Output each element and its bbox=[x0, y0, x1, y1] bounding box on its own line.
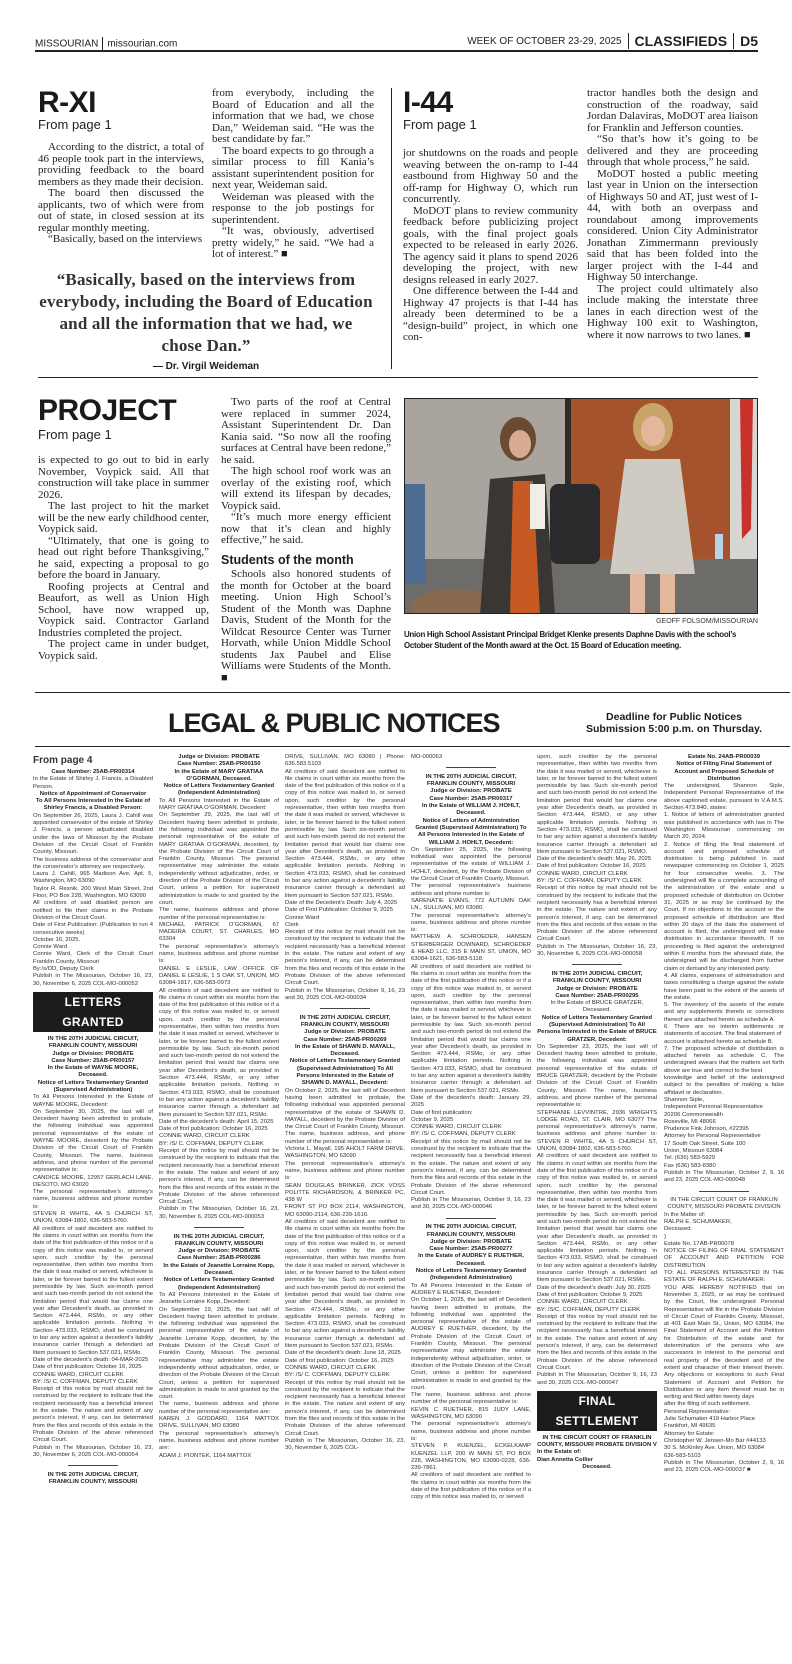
notice-heading: Case Number: 25AB-PR00295 bbox=[555, 992, 639, 999]
notice-text: On October 2, 2025, the last will of Decedent having been admitted to probate, the following individual was appointed personal representative of the estate of SHAWN D. MAYALL, decedent by the Probate Division of the Circuit Court of Franklin County, Missouri. The name, business address, and phone number of the personal representative is: bbox=[285, 1087, 405, 1145]
notice-text: 4. All claims, expenses of administration and taxes constituting a charge against the estate have been paid to the extent of the assets of the estate. bbox=[664, 972, 784, 1001]
notice-text: Receipt of this notice by mail should not be construed by the recipient to indicate that the recipient necessarily has a beneficial interest in the estate. The nature and extent of any person’s interest, if any, can be determined from the files and records of this estate in the Probate Division of the above referenced Circuit Court. bbox=[33, 1386, 153, 1444]
notice-heading: Notice of Letters Testamentary Granted (Independent Administration) bbox=[163, 1277, 275, 1291]
paragraph: “So that’s how it’s going to be delivered and they are proceeding through that whole process,” he said. bbox=[587, 133, 758, 168]
notice-text: Personal Representative: bbox=[664, 1408, 731, 1415]
notice-text: BY: /S/ C. COFFMAN, DEPUTY CLERK bbox=[285, 1372, 390, 1379]
notice-text: CANDICE MOORE, 12957 GERLACH LANE, DESOTO, MO 63020 bbox=[33, 1174, 153, 1188]
pull-quote-attribution: — Dr. Virgil Weideman bbox=[152, 361, 260, 372]
notice-text: All creditors of said decedent are notified to file claims in court within six months from the date of the first publication of this notice or if a copy of this notice was mailed to, or served upon, such creditor by the personal representative, then within two months from the date it was mailed or served, whichever is later, or be forever barred to the fullest extent permissible by law. Such six-month period and such two-month period do not extend the limitation period that would bar claims one year after Decedent’s death, as provided in Section 473.444, RSMo, or any other applicable limitation periods. Nothing in Section 473.033, RSMO, shall be construed to bar any action against a decedent’s liability insurance carrier through a defendant ad litem pursuant to Section 537.021, RSMo. bbox=[33, 1225, 153, 1356]
notice-heading: Judge or Division: PROBATE bbox=[52, 1050, 134, 1057]
notice-text: Independent Personal Representative bbox=[664, 1104, 763, 1111]
notice-text: 7. The proposed schedule of distribution is attached hereto as schedule C. The undersigned swears that the matters set forth above are true and correct to the best bbox=[664, 1045, 784, 1074]
notice-text: Shannon Siple, bbox=[664, 1096, 704, 1103]
notice-text: Publish in The Missourian, October 16, 23, 30, November 6, 2025 COL-MO-000052 bbox=[33, 973, 153, 987]
notice-text: Frankfort, MI 49635 bbox=[664, 1423, 716, 1430]
notice-divider bbox=[194, 1227, 244, 1228]
notice-text: The personal representative’s attorney’s name, business address and phone number is: bbox=[285, 1160, 405, 1182]
site-link[interactable]: missourian.com bbox=[107, 38, 178, 50]
notice-text: Receipt of this notice by mail should not be construed by the recipient to indicate that the recipient necessarily has a beneficial interest in the estate. The nature and extent of any person’s interest, if any, can be determined from the files and records of this estate in the Probate Division of the above referenced Circuit Court. bbox=[285, 929, 405, 987]
notice-text: Date of the decedent’s death: April 15, 2025 bbox=[159, 1118, 274, 1125]
notice-text: On September 19, 2025, the last will of Decedent having been admitted to probate, the following individual was appointed the personal representative of the estate of Jeanette Lorraine Kopp, decedent, by the Probate Division of the Circuit Court of Franklin County, Missouri. The personal representative may administer the estate independently without adjudication, order, or direction of the Probate Division of the Circuit Court, unless a petition for supervised administration is made to and granted by the court. bbox=[159, 1306, 279, 1401]
notice-text: CONNIE WARD, CIRCUIT CLERK bbox=[285, 1364, 376, 1371]
notice-heading: Notice of Letters Testamentary Granted (Independent Administration) bbox=[415, 1268, 527, 1282]
notice-text: MATTHEW A. SCHROEDER, HANSEN STIERBERGER DOWNARD, SCHROEDER & HEAD LLC, 315 E MAIN ST, UNION, MO 63084-1621, 636-583-5118. bbox=[411, 934, 531, 963]
notice-text: To All Persons Interested in the Estate of AUDREY E RUETHER, Decedent: bbox=[411, 1282, 531, 1296]
notice-text: To All Persons Interested in the Estate of Jeanette Lorraine Kopp, Decedent: bbox=[159, 1291, 279, 1306]
notice-text: Date of the decedent’s death: May 26, 2025 bbox=[537, 856, 652, 863]
legal-column bbox=[664, 754, 784, 1664]
notice-divider bbox=[446, 767, 496, 768]
notice-text: CONNIE WARD, CIRCUIT CLERK bbox=[537, 1299, 628, 1306]
notice-text: ) bbox=[664, 1233, 666, 1240]
notice-text: On September 30, 2025, the last will of Decedent having been admitted to probate, the following individual was appointed personal representative of the estate of WAYNE MOORE, decedent by the Probate Division of the Circuit Court of Franklin County, Missouri. The name, business address, and phone number of the personal representative is: bbox=[33, 1108, 153, 1174]
divider bbox=[628, 33, 629, 49]
paragraph: “Ultimately, that one is going to head out right before Thanksgiving,” he said, expecting a proposal to go before the board in January. bbox=[38, 534, 209, 581]
issue-week: WEEK OF OCTOBER 23-29, 2025 bbox=[467, 35, 622, 47]
legal-column bbox=[411, 754, 531, 1664]
notice-text: MICHAEL PATRICK O’GORMAN, 67 MADEIRA COURT, ST. CHARLES, MO 63304 bbox=[159, 921, 279, 943]
notice-text: KAREN J. GODDARD, 1164 MATTOX DRIVE, SULLIVAN, MO 63080 bbox=[159, 1416, 279, 1430]
notice-text: Date of the decedent’s death: 04-MAR-2025 bbox=[33, 1356, 149, 1363]
notice-text: Publish in The Missourian, October 9, 16, 23 and 30, 2025 COL-MO-000047 bbox=[537, 1372, 657, 1386]
i44-jump-line: From page 1 bbox=[403, 117, 477, 132]
paragraph: The project could ultimately also include making the interstate three lanes in each direction west of the Highway 100 exit to Washington, where it now narrows to two lanes. ■ bbox=[587, 282, 758, 341]
notice-text: after the filing of such settlement. bbox=[664, 1401, 751, 1408]
notice-text: Attorney for Estate: bbox=[664, 1430, 715, 1437]
notice-text: CONNIE WARD, CIRCUIT CLERK bbox=[159, 1133, 250, 1140]
notice-text: 5. The inventory of the assets of the estate and any supplements thereto or corrections thereof are attached hereto as schedule A. bbox=[664, 1002, 784, 1023]
notice-heading: In the Estate of WAYNE MOORE, Deceased. bbox=[47, 1065, 139, 1079]
notice-text: Date of First Publication: October 9, 2025 bbox=[285, 907, 394, 914]
notice-heading: IN THE 20TH JUDICIAL CIRCUIT, FRANKLIN COUNTY, MISSOURI bbox=[47, 1035, 139, 1050]
i44-column-1 bbox=[403, 148, 578, 344]
notice-text: Publish in The Missourian, October 16, 23, 30, November 6, 2025 COL-MO-000053 bbox=[159, 1206, 279, 1220]
notice-text: Publish in The Missourian, October 16, 23, 30, November 6, 2025 COL- bbox=[285, 1437, 405, 1452]
notice-text: Date of the decedent’s death: July 30, 2025 bbox=[537, 1284, 651, 1291]
notice-text: Publish in The Missourian, October 16, 23, 30, November 6, 2025 COL-MO-000054 bbox=[33, 1444, 153, 1458]
notice-heading: Notice of Letters Testamentary Granted (Supervised Administration) To All Persons Interested in the Estate of BRUCE GRATZER, Decedent: bbox=[537, 1014, 657, 1043]
notice-text: All creditors of said decedent are notified to file claims in court within six months from the date of the first publication of this notice or if a copy of this notice was mailed to, or served upon, such creditor by the personal representative, then within two months from the date it was mailed or served, whichever is later, or be forever barred to the fullest extent permissible by law. Such six-month period and such two-month period do not extend the limitation period that would bar claims one year after Decedent’s death, as provided in Section 473.444, RSMo, or any other applicable limitation periods. Nothing in Section 473.033, RSMO, shall be construed to bar any action against a decedent’s liability insurance carrier through a defendant ad litem pursuant to Section 537.021, RSMo. bbox=[285, 768, 405, 899]
notice-heading: In the Estate of Jeanette Lorraine Kopp, Deceased. bbox=[163, 1262, 275, 1277]
pull-quote: “Basically, based on the interviews from everybody, including the Board of Education and all the information that we had, we chose Dan.” bbox=[39, 270, 373, 355]
section-banner: LETTERS GRANTED bbox=[33, 992, 153, 1032]
notice-text: Receipt of this notice by mail should not be construed by the recipient to indicate that the recipient necessarily has a beneficial interest in the estate. The nature and extent of any person’s interest, if any, can be determined from the files and records of this estate in the Probate Division of the above referenced Circuit Court. bbox=[411, 1138, 531, 1196]
paragraph: from everybody, including the Board of Education and all the information that we had, we chose Dan,” Weideman said. “He was the best candidate by far.” bbox=[212, 87, 374, 145]
notice-text: Date of first publication: October 16, 2025 bbox=[285, 1357, 394, 1364]
notice-text: TO: ALL PERSONS INTERESTED IN THE ESTATE OF RALPH E. SCHUMAKER: bbox=[664, 1270, 784, 1284]
notice-text: All creditors of said decedent are notified to file claims in court within six months from the date of the first publication of this notice or if a copy of this notice was mailed to, or served upon, such creditor by the personal representative, then within two months from the date it was mailed or served, whichever is later, or be forever barred to the fullest extent permissible by law. Such six-month period and such two-month period do not extend the limitation period that would bar claims one year after Decedent’s death, as provided in Section 473.444, RSMo, or any other applicable limitation periods. Nothing in Section 473.033, RSMO, shall be construed to bar any action against a decedent’s liability insurance carrier through a defendant ad litem pursuant to Section 537.021, RSMo. bbox=[285, 1219, 405, 1350]
notice-heading: Case Number: 25AB-PR00286 bbox=[177, 1255, 261, 1262]
notice-heading: In the Estate of: bbox=[537, 1449, 582, 1456]
subhead-students-of-month: Students of the month bbox=[221, 552, 354, 567]
paragraph: According to the district, a total of 46 people took part in the interviews, providing feedback to the board members as they made their decision. bbox=[38, 141, 204, 188]
notice-text: All creditors of said decedent are notified to file claims in court within six months from the date of the first publication of this notice or if a copy of this notice was mailed to, or served upon, such creditor by the personal representative, then within two months from the date it was mailed or served, whichever is later, or be forever barred to the fullest extent permissible by law. Such six-month period and such two-month period do not extend the limitation period that would bar claims one year after Decedent’s death, as provided in Section 473.444, RSMo, or any other applicable limitation periods. Nothing in Section 473.033, RSMO, shall be construed to bar any action against a decedent’s liability insurance carrier through a defendant ad litem pursuant to Section 537.021, RSMo. bbox=[159, 987, 279, 1118]
notice-heading: Judge or Division: PROBATE bbox=[556, 985, 638, 992]
notice-text: The personal representative’s attorney’s name, business address and phone number is: bbox=[411, 1421, 531, 1442]
project-headline: PROJECT bbox=[38, 394, 177, 427]
notice-text: BY: /S/ C. COFFMAN, DEPUTY CLERK bbox=[537, 878, 642, 885]
notice-text: The personal representative’s attorney’s name, business address and phone number are: bbox=[159, 1430, 279, 1452]
paragraph: is expected to go out to bid in early November, Voypick said. All that construction will take place in summer 2026. bbox=[38, 454, 209, 501]
paragraph: Weideman was pleased with the response to the job postings for superintendent. bbox=[212, 190, 374, 226]
notice-text-centered: IN THE CIRCUIT COURT OF FRANKLIN COUNTY, MISSOURI PROBATE DIVISION bbox=[667, 1197, 781, 1211]
notice-heading: IN THE 20TH JUDICIAL CIRCUIT, FRANKLIN COUNTY, MISSOURI bbox=[173, 1233, 265, 1247]
paragraph: The project came in under budget, Voypick said. bbox=[38, 638, 209, 662]
legal-column bbox=[33, 754, 153, 1664]
notice-text: Connie Ward bbox=[285, 914, 320, 921]
notice-text: CONNIE WARD, CIRCUIT CLERK bbox=[411, 1124, 502, 1131]
notice-text: 636-583-5103 bbox=[664, 1452, 701, 1459]
notice-text: Laura J. Cahill, 965 Madison Ave, Apt. 5, Washington, MO 63090 bbox=[33, 871, 153, 885]
notice-heading: IN THE 20TH JUDICIAL CIRCUIT, FRANKLIN COUNTY, MISSOURI bbox=[425, 773, 517, 788]
notice-text: 6. There are no interim settlements or statements of account. The final statement of bbox=[664, 1023, 784, 1038]
notice-text: Date of first publication: October 16, 2025 bbox=[159, 1126, 268, 1133]
notice-text: Union, Missouri 63084 bbox=[664, 1148, 723, 1155]
paragraph: Schools also honored students of the month for October at the board meeting. Union High School’s Student of the Month was Daphne Davis, Student of the Month for the Wildcat Resource Center was Turner Horvath, while Union Middle School students Jax Paubel and Elise Williams were Students of the Month. ■ bbox=[221, 568, 391, 684]
notice-text: Publish in The Missourian, October 2, 9, 16 and 23, 2025 COL-MO-000048 bbox=[664, 1169, 784, 1184]
paragraph: The board then discussed the applicants, two of which were from out of state, in closed session at its regular monthly meeting. bbox=[38, 187, 204, 234]
notice-text: Estate No. 17AB-PR00078 bbox=[664, 1240, 735, 1247]
notice-text: The name, business address and phone number of the personal representative is: bbox=[411, 1392, 531, 1406]
notice-text: FRONT ST PO BOX 2114, WASHINGTON, MO 63090-2114, 636-239-1616. bbox=[285, 1204, 405, 1218]
notice-text: NOTICE OF FILING OF FINAL STATEMENT OF ACCOUNT AND PETITION FOR DISTRIBUTION bbox=[664, 1248, 784, 1269]
notice-text: The name, business address and phone number of the personal representative are: bbox=[159, 1401, 279, 1415]
notice-text: Taylor R. Resnik, 200 West Main Street, 2nd Floor, PO Box 228, Washington, MO 63090 bbox=[33, 885, 153, 900]
notice-text: Publish in The Missourian, October 9, 16, 23 and 30, 2025 COL-MO-000046 bbox=[411, 1197, 531, 1211]
notice-text: To All Persons Interested in the Estate of MARY GRATIAA O’GORMAN, Decedent: bbox=[159, 797, 279, 812]
notice-text: On September 26, 2025, Laura J. Cahill was appointed conservator of the estate of Shirley J. Francis, a person adjudicated disabled under the laws of Missouri by the Probate Division of the Circuit Court of Franklin County, Missouri. bbox=[33, 812, 153, 856]
divider bbox=[733, 33, 734, 49]
paragraph: One difference between the I-44 and Highway 47 projects is that I-44 has already been determined to be a “design-build” project, in which one con- bbox=[403, 285, 578, 343]
notice-heading: Judge or Division: PROBATE bbox=[178, 754, 260, 760]
notice-text: KEVIN C RUETHER, 815 JUDY LANE, WASHINGTON, MO 63090 bbox=[411, 1406, 531, 1421]
notice-text: Christopher W. Jensen-Mo Bar #44133 bbox=[664, 1437, 766, 1444]
notice-heading: Case Number: 25AB-PR00314 bbox=[51, 769, 135, 775]
notice-text: In the Matter of: bbox=[664, 1211, 706, 1218]
paragraph: Roofing projects at Central and Beaufort, as well as Union High School, have now wrapped up, Voypick said. Contractor Garland Industries completed the project. bbox=[38, 580, 209, 639]
masthead-right bbox=[467, 33, 758, 49]
paragraph: The last project to hit the market will be the new early childhood center, Voypick said. bbox=[38, 500, 209, 535]
legal-top-rule bbox=[35, 692, 790, 693]
notice-heading: Notice of Filing Final Statement of Account and Proposed Schedule of Distribution bbox=[674, 761, 774, 782]
notice-text: Publish in The Missourian, October 2, 9, 16 and 23, 2025 COL-MO-000037 ■ bbox=[664, 1459, 784, 1474]
legal-column bbox=[285, 754, 405, 1664]
notice-heading: IN THE 20TH JUDICIAL CIRCUIT, FRANKLIN COUNTY, MISSOURI bbox=[299, 1014, 391, 1028]
notice-divider bbox=[320, 1008, 370, 1009]
photo-credit: GEOFF FOLSOM/MISSOURIAN bbox=[656, 618, 758, 625]
notice-text: Victoria L. Mayall, 195 AHOLT FARM DRIVE, WASHINGTON, MO 63090 bbox=[285, 1146, 405, 1160]
section-rule bbox=[38, 377, 758, 378]
notice-heading: Case Number: 25AB-PR00269 bbox=[303, 1036, 387, 1043]
notice-heading: Deceased. bbox=[582, 1464, 612, 1471]
notice-text: The personal representative’s attorney’s name, business address and phone number is: bbox=[33, 1189, 153, 1210]
deadline-notice bbox=[586, 711, 762, 735]
notice-text: BY: /S/ C. COFFMAN, DEPUTY CLERK bbox=[33, 1378, 138, 1385]
notice-heading: Notice of Letters Testamentary Granted (Independent Administration) bbox=[163, 783, 275, 797]
legal-column bbox=[537, 754, 657, 1664]
notice-heading: In the Estate of AUDREY E RUETHER, Deceased. bbox=[418, 1253, 524, 1267]
notice-text: account is attached hereto as schedule B. bbox=[664, 1038, 774, 1045]
notice-text: On September 25, 2025, the following individual was appointed the personal representative of the estate of WILLIAM J. HOHLT, decedent, by the Probate Division of the Circuit Court of Franklin County, Missouri. bbox=[411, 846, 531, 883]
rxi-jump-line: From page 1 bbox=[38, 117, 112, 132]
legal-column bbox=[159, 754, 279, 1664]
divider bbox=[102, 37, 103, 51]
i44-headline: I-44 bbox=[403, 86, 453, 119]
notice-text: Deceased. bbox=[664, 1226, 693, 1233]
notice-heading: Estate No. 24AB-PR00039 bbox=[687, 754, 761, 760]
notice-text: Julie Schumaker 419 Harbor Place bbox=[664, 1416, 756, 1423]
notice-text: ADAM J. PIONTEK, 1164 MATTOX bbox=[159, 1452, 252, 1459]
photo-illustration bbox=[405, 399, 758, 614]
paragraph: jor shutdowns on the roads and people weaving between the on-ramp to I-44 eastbound from Highway 50 and the off-ramp for Highway O, which run concurrently. bbox=[403, 147, 578, 205]
notice-text: Attorney for Personal Representative bbox=[664, 1133, 761, 1140]
notice-text: On September 23, 2025, the last will of Decedent having been admitted to probate, the following individual was appointed personal representative of the estate of BRUCE GRATZER, decedent by the Probate Division of the Circuit Court of Franklin County, Missouri. The name, business address, and phone number of the personal representative is: bbox=[537, 1043, 657, 1109]
notice-text: Connie Ward, Clerk of the Circuit Court Franklin County, Missouri bbox=[33, 951, 153, 965]
notice-text: Date of first publication: October 16, 2025 bbox=[33, 1364, 142, 1371]
paragraph: MoDOT plans to review community feedback before publicizing project goals, with the final project goals expected to be released in early 2026. The agency said it plans to spend 2026 developing the project, with new designs released in early 2027. bbox=[403, 204, 578, 286]
column-divider bbox=[391, 88, 392, 369]
paragraph: The board expects to go through a similar process to fill Kania’s assistant superintendent position for next year, Weideman said. bbox=[212, 144, 374, 191]
notice-text: Publish in The Missourian, October 16, 23, 30, November 6, 2025 COL-MO-000058 bbox=[537, 943, 657, 958]
notice-text: All creditors of said decedent are notified to file claims in court within six months from the date of the first publication of this notice or if a copy of this notice was mailed to, or served upon, such creditor by the personal representative, then within two months from the date it was mailed or served, whichever is later, or be forever barred to the fullest extent permissible by law. Such six-month period and such two-month period do not extend the limitation period that would bar claims one year after Decedent’s death, as provided in Section 473.444, RSMo, or any other applicable limitation periods. Nothing in Section 473.033, RSMO, shall be construed to bar any action against a decedent’s liability insurance carrier through a defendant ad litem pursuant to Section 537.021, RSMo. bbox=[537, 1153, 657, 1284]
notice-text: To All Persons Interested in the Estate of WAYNE MOORE, Decedent: bbox=[33, 1094, 153, 1108]
notice-text: October 9, 2025 bbox=[411, 1116, 454, 1123]
notice-divider bbox=[572, 964, 622, 965]
news-photo bbox=[404, 398, 758, 614]
notice-heading: Judge or Division: PROBATE bbox=[178, 1248, 260, 1255]
notice-text: All creditors of said decedent are notified to file claims in court within six months from the date of the first publication of this notice or if a copy of this notice was mailed to, or served upon, such creditor by the personal representative, then within two months from the date it was mailed or served, whichever is later, or be forever barred to the fullest extent permissible by law. Such six-month period and such two-month period do not extend the limitation period that would bar claims one year after Decedent’s death, as provided in Section 473.444, RSMo, or any other applicable limitation periods. Nothing in Section 473.033, RSMO, shall be construed to bar any action against a decedent’s liability insurance carrier through a defendant ad litem pursuant to Section 537.021, RSMo. bbox=[411, 963, 531, 1094]
notice-heading: Case Number: 25AB-PR00277 bbox=[429, 1246, 513, 1253]
notice-heading: Case Number: 25AB-PR00317 bbox=[429, 795, 513, 802]
legal-notices-title: LEGAL & PUBLIC NOTICES bbox=[168, 708, 500, 738]
notice-text: RALPH E. SCHUMAKER, bbox=[664, 1219, 732, 1225]
notice-text: In the Estate of Shirley J. Francis, a Disabled Person. bbox=[33, 776, 153, 790]
notice-text: DRIVE, SULLIVAN, MO 63080 | Phone: 636.583.5103 bbox=[285, 754, 405, 768]
notice-text: Roseville, MI 48066 bbox=[664, 1118, 716, 1125]
notice-text: CONNIE WARD, CIRCUIT CLERK bbox=[537, 870, 628, 877]
notice-text: The personal representative’s attorney’s name, business address and phone number is: bbox=[159, 943, 279, 965]
i44-column-2 bbox=[587, 88, 758, 341]
rxi-headline: R-XI bbox=[38, 86, 96, 119]
notice-text: 2. Notice of filing the final statement of account and proposed schedule of distribution is being published in said newspaper commencing on October 1, 2025 for four consecutive weeks. 3. The undersigned will file a complete accounting of the administration of the estate and a proposed schedule of distribution on October 31, 2025 or as may be continued by the Court. If no objections to the account or the proposed schedule of distribution are filed within 20 days of the date the statement of account is filed, the undersigned will make distribution in accordance therewith. If no proceeding is filed against the undersigned within 6 months from the aforesaid date, the undersigned will be discharged from further claim or demand by any interested party. bbox=[664, 841, 784, 972]
deadline-line-2: Submission 5:00 p.m. on Thursday. bbox=[585, 723, 762, 735]
notice-heading: In the Estate of WILLIAM J. HOHLT, Deceased. bbox=[421, 803, 521, 817]
notice-text: Receipt of this notice by mail should not be construed by the recipient to indicate that the recipient necessarily has a beneficial interest in the estate. The nature and extent of any person’s interest, if any, can be determined from the files and records of this estate in the Probate Division of the above referenced Circuit Court. bbox=[285, 1379, 405, 1437]
notice-divider bbox=[446, 1218, 496, 1219]
notice-text: Date of first publication: October 16, 2025 bbox=[537, 863, 646, 870]
paragraph: “It was, obviously, advertised pretty widely,” he said. “We had a lot of interest.” ■ bbox=[212, 225, 374, 260]
notice-text: Date of first publication: bbox=[411, 1109, 473, 1116]
header-rule bbox=[35, 50, 758, 52]
notice-text: 30 S. McKinley Ave. Union, MO 63084 bbox=[664, 1445, 765, 1452]
notice-text: 17 South Oak Street, Suite 100 bbox=[664, 1140, 746, 1147]
notice-text: The business address of the conservator and the conservator’s attorney are respectively. bbox=[33, 856, 153, 870]
notice-text: Prudence Fink Johnson, #22395 bbox=[664, 1126, 749, 1133]
notice-text: Receipt of this notice by mail should not be construed by the recipient to indicate that the recipient necessarily has a beneficial interest in the estate. The nature and extent of any person’s interest, if any, can be determined from the files and records of this estate in the Probate Division of the above referenced Circuit Court. bbox=[537, 1313, 657, 1371]
notice-divider bbox=[699, 1191, 749, 1192]
notice-heading: Notice of Letters Testamentary Granted (Supervised Administration) bbox=[37, 1079, 149, 1093]
project-column-1 bbox=[38, 455, 209, 662]
notice-text: 1. Notice of letters of administration granted was published in accordance with law in The Washington Missourian commencing on March 20, 2024. bbox=[664, 812, 784, 841]
masthead-left bbox=[35, 37, 177, 51]
notice-text: The personal representative’s business address and phone number is: bbox=[411, 883, 531, 897]
notice-text: All creditors of said disabled person are notified to file their claims in the Probate Division of the Circuit Court. bbox=[33, 900, 153, 921]
notice-text: On October 1, 2025, the last will of Decedent having been admitted to probate, the following individual was appointed the personal representative of the estate of AUDREY E RUETHER, decedent, by the Probate Division of the Circuit Court of Franklin County, Missouri. The personal representative may administer the estate independently without adjudication, order, or direction of the Probate Division of the Circuit Court, unless a petition for supervised administration is made to and granted by the court. bbox=[411, 1297, 531, 1391]
paragraph: MoDOT hosted a public meeting last year in Union on the intersection of Highways 50 and AT, just west of I-44, with both an overpass and roundabout among improvements considered. Union City Administrator Jonathan Zimmermann previously said that has been folded into the larger project with the I-44 and Highway 50 interchange. bbox=[587, 167, 758, 283]
notice-text: MO-000063 bbox=[411, 754, 443, 760]
notice-heading: IN THE 20TH JUDICIAL CIRCUIT, FRANKLIN COUNTY, MISSOURI bbox=[425, 1224, 517, 1238]
jump-line: From page 4 bbox=[33, 755, 93, 766]
notice-text: STEVEN R WHITE, 4A S CHURCH ST, UNION, 63084-1802, 636-583-5760. bbox=[33, 1211, 153, 1225]
notice-heading: IN THE 20TH JUDICIAL CIRCUIT, FRANKLIN COUNTY, MISSOURI bbox=[47, 1471, 139, 1486]
notice-text: CONNIE WARD, CIRCUIT CLERK bbox=[33, 1371, 124, 1378]
notice-heading: Notice of Letters Testamentary Granted (Supervised Administration) To All Persons Interested in the Estate of SHAWN D. MAYALL, Decedent: bbox=[289, 1058, 401, 1087]
notice-text: Date of First Publication: (Publication to run 4 consecutive weeks) bbox=[33, 922, 153, 936]
notice-text: BY: /S/C. COFFMAN, DEPUTY CLERK bbox=[537, 1306, 640, 1313]
notice-text: knowledge and belief of the undersigned subject to the penalties of making a false affidavit or declaration. bbox=[664, 1075, 784, 1096]
paragraph: “Basically, based on the interviews bbox=[48, 233, 203, 245]
notice-text: Date of first publication: October 9, 2025 bbox=[537, 1291, 643, 1298]
page-number: D5 bbox=[740, 33, 758, 49]
notice-text: Tel. (636) 583-5929 bbox=[664, 1155, 716, 1162]
notice-heading: Judge or Division: PROBATE bbox=[430, 788, 512, 795]
notice-heading: To All Persons Interested in the Estate of Shirley Francis, a Disabled Person: bbox=[35, 798, 151, 812]
notice-text: Receipt of this notice by mail should not be construed by the recipient to indicate that the recipient necessarily has a beneficial interest in the estate. The nature and extent of any person’s interest, if any, can be determined from the files and records of this estate in the Probate Division of the above referenced Circuit Court. bbox=[159, 1148, 279, 1206]
rxi-column-2 bbox=[212, 88, 374, 261]
notice-heading: Judge or Division: PROBATE bbox=[430, 1238, 512, 1245]
paper-name: MISSOURIAN bbox=[35, 38, 99, 50]
notice-text: STEVEN P. KUENZEL, ECKELKAMP KUENZEL LLP, 200 W MAIN ST, PO BOX 228, WASHINGTON, MO 63090-0228, 636-239-7861. bbox=[411, 1443, 531, 1472]
notice-text: Date of the decedent’s death: June 18, 2025 bbox=[285, 1350, 401, 1357]
notice-text: upon, such creditor by the personal representative, then within two months from the date it was mailed or served, whichever is later, or be forever barred to the fullest extent permissible by law. Such six-month period and such two-month period do not extend the limitation period that would bar claims one year after Decedent’s death, as provided in Section 473.444, RSMO, or any other applicable limitation periods. Nothing in Section 473.033, RSMO, shall be construed to bar any action against a decedent’s liability insurance carrier through a defendant ad litem pursuant to Section 537.021, RSMO. bbox=[537, 754, 657, 855]
notice-text: The name, business address and phone number of the personal representative is: bbox=[159, 907, 279, 921]
notice-heading: Dian Annetta Collier bbox=[537, 1456, 594, 1463]
notice-heading: Case Number: 25AB-PR00150 bbox=[177, 761, 261, 768]
notice-text: YOU ARE HEREBY NOTIFIED that on November 3, 2025, or as may be continued by the Court, the undersigned Personal Representative will file in the Probate Division of Circuit Court of Franklin County, Missouri, at 401 East Main St., Union, MO 63084, the Final Statement of Account and the Petition for Distribution of the estate and for determination of the persons who are successors in interest to the personal and real property of the decedent and of the extent and character of their interest therein. Any objections or exceptions to such Final Statement of Account and Petition for Distribution or any item thereof must be in writing and filed within twenty days bbox=[664, 1284, 784, 1401]
paragraph: The high school roof work was an overlay of the existing roof, which will extend its lifespan by decades, Voypick said. bbox=[221, 465, 391, 512]
section-banner: FINAL SETTLEMENT bbox=[537, 1391, 657, 1431]
notice-divider bbox=[68, 1465, 118, 1466]
rxi-column-1 bbox=[38, 142, 204, 246]
notice-text: Receipt of this notice by mail should not be construed by the recipient to indicate that the recipient necessarily has a beneficial interest in the estate. The nature and extent of any person’s interest, if any, can be determined from the files and records of this estate in the Probate Division of the above referenced Circuit Court. bbox=[537, 885, 657, 943]
paragraph: tractor handles both the design and construction of the roadway, said Jordan Dalaviras, MoDOT area liaison for Franklin and Jefferson counties. bbox=[587, 87, 758, 134]
notice-text: October 16, 2025. bbox=[33, 936, 81, 943]
notice-text: All creditors of said decedent are notified to file claims in court within six months from the date of the first publication of this notice or if a copy of this notice was mailed to, or served bbox=[411, 1472, 531, 1501]
notice-text: BY: /S/ C. COFFMAN, DEPUTY CLERK bbox=[411, 1131, 516, 1138]
paragraph: “It’s much more energy efficient now that it’s clean and highly effective,” he said. bbox=[221, 511, 391, 546]
notice-text: BY: /S/ C. COFFMAN, DEPUTY CLERK bbox=[159, 1140, 264, 1147]
notice-heading: In the Estate of MARY GRATIAA O’GORMAN, Deceased. bbox=[174, 768, 264, 782]
notice-text: The personal representative’s attorney’s name, business address and phone number is: bbox=[411, 912, 531, 934]
notice-heading: Case Number: 25AB-PR00157 bbox=[51, 1057, 135, 1064]
notice-text: SARENATIE EVANS, 772 AUTUMN OAK LN., SULLIVAN, MO 63080. bbox=[411, 897, 531, 912]
notice-text: Date of the decedent’s death: January 29, 2025 bbox=[411, 1094, 531, 1109]
notice-text: Publish in The Missourian, October 9, 16, 23 and 30, 2025 COL-MO-000034 bbox=[285, 987, 405, 1001]
section-name: CLASSIFIEDS bbox=[634, 33, 728, 49]
notice-text: DANIEL E LESLIE, LAW OFFICE OF DANIEL E LESLIE, 1 S OAK ST, UNION, MO 63084-1817, 636-583-0973 bbox=[159, 965, 279, 987]
photo-caption: Union High School Assistant Principal Bridget Klenke presents Daphne Davis with the school’s October Student of the Month award at the Oct. 15 Board of Education meeting. bbox=[404, 629, 737, 650]
deadline-line-1: Deadline for Public Notices bbox=[606, 711, 742, 723]
notice-text: 20206 Commonwealth bbox=[664, 1111, 723, 1118]
project-column-2 bbox=[221, 397, 391, 684]
notice-text: By:/s/DD, Deputy Clerk bbox=[33, 966, 94, 973]
notice-text: On September 29, 2025, the last will of Decedent having been admitted to probate, the following individual was appointed the personal representative of the estate of MARY GRATIAA O’GORMAN, decedent, by the Probate Division of the Circuit Court of Franklin County, Missouri. The personal representative may administer the estate independently without adjudication, order, or direction of the Probate Division of the Circuit Court, unless a petition for supervised administration is made to and granted by the court. bbox=[159, 812, 279, 906]
notice-text: Clerk bbox=[285, 921, 299, 928]
paragraph: Two parts of the roof at Central were replaced in summer 2024, Assistant Superintendent Dr. Dan Kania said. “So now all the roofing surfaces at Central have been redone,” he said. bbox=[221, 396, 391, 466]
notice-heading: IN THE CIRCUIT COURT OF FRANKLIN COUNTY, MISSOURI PROBATE DIVISION V bbox=[537, 1434, 657, 1449]
notice-heading: Notice of Letters of Administration Granted (Supervised Administration) To All Persons Interested in the Estate of WILLIAM J. HOHLT, Decedent: bbox=[415, 817, 527, 846]
notice-text: The undersigned, Shannon Siple, Independent Personal Representative of the above captioned estate, pursuant to V.A.M.S. Section 473.840, states: bbox=[664, 783, 784, 812]
notice-heading: Judge or Division: PROBATE bbox=[304, 1029, 386, 1036]
notice-text: Date of the Decedent’s Death: July 4, 2025 bbox=[285, 899, 398, 906]
notice-heading: In the Estate of SHAWN D. MAYALL, Deceased. bbox=[294, 1043, 396, 1058]
project-jump-line: From page 1 bbox=[38, 427, 112, 442]
legal-bottom-rule bbox=[35, 746, 790, 747]
notice-text: Connie Ward bbox=[33, 944, 68, 951]
notice-text: SEAN DOUGLAS BRINKER, ZICK VOSS POLITTE RICHARDSON, & BRINKER PC, 438 W bbox=[285, 1182, 405, 1204]
notice-heading: Notice of Appointment of Conservator bbox=[39, 790, 147, 797]
notice-text: Fax (636) 583-8380 bbox=[664, 1162, 716, 1169]
notice-text-centered: In the Estate of BRUCE GRATZER, Deceased. bbox=[550, 1000, 644, 1014]
notice-text: STEPHANIE LEVVINTRE, 2936 WRIGHTS LODGE ROAD, ST. CLAIR, MO 63077 The personal representative’s attorney’s name, business address and phone number is: STEVEN R WHITE, 4A S CHURCH ST, UNION, 63084-1802, 636-583-5760. bbox=[537, 1109, 657, 1153]
notice-heading: IN THE 20TH JUDICIAL CIRCUIT, FRANKLIN COUNTY, MISSOURI bbox=[551, 970, 643, 985]
